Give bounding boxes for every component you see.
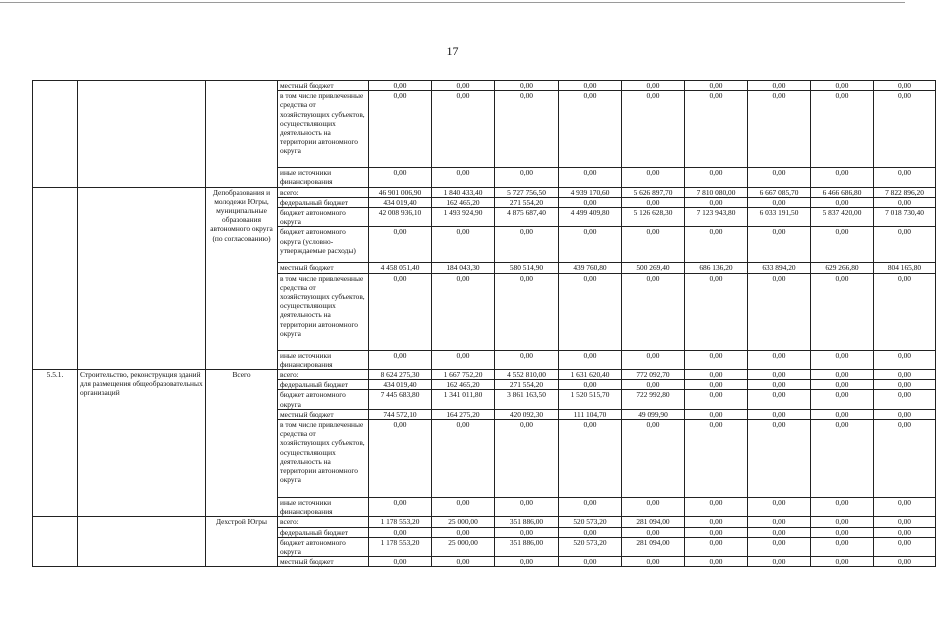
- amount-cell: 0,00: [369, 227, 432, 263]
- amount-cell: 0,00: [874, 537, 936, 556]
- amount-cell: 0,00: [685, 390, 748, 409]
- amount-cell: 0,00: [874, 498, 936, 517]
- amount-cell: 0,00: [369, 273, 432, 350]
- amount-cell: 0,00: [369, 350, 432, 369]
- amount-cell: 0,00: [432, 527, 495, 537]
- amount-cell: 0,00: [432, 498, 495, 517]
- amount-cell: 0,00: [748, 498, 811, 517]
- page-number: 17: [446, 44, 459, 58]
- amount-cell: 0,00: [495, 81, 559, 91]
- funding-source-cell: в том числе привлеченные средства от хозяйствующих субъектов, осуществляющих деятельность на территории автономного округа: [278, 273, 369, 350]
- amount-cell: 0,00: [685, 409, 748, 419]
- amount-cell: 0,00: [748, 227, 811, 263]
- amount-cell: 0,00: [622, 498, 685, 517]
- funding-source-cell: местный бюджет: [278, 557, 369, 567]
- amount-cell: 0,00: [559, 527, 622, 537]
- amount-cell: 0,00: [811, 81, 874, 91]
- executor-cell: Депобразования и молодежи Югры, муниципальные образования автономного округа (по согласованию): [206, 187, 278, 369]
- amount-cell: 0,00: [622, 350, 685, 369]
- amount-cell: 0,00: [622, 420, 685, 498]
- item-number-cell: [33, 517, 78, 567]
- amount-cell: 722 992,80: [622, 390, 685, 409]
- funding-source-cell: всего:: [278, 517, 369, 527]
- amount-cell: 1 667 752,20: [432, 370, 495, 380]
- item-number-cell: [33, 187, 78, 369]
- amount-cell: 0,00: [811, 517, 874, 527]
- amount-cell: 6 033 191,50: [748, 208, 811, 227]
- amount-cell: 4 875 687,40: [495, 208, 559, 227]
- amount-cell: 4 458 051,40: [369, 263, 432, 273]
- funding-source-cell: иные источники финансирования: [278, 350, 369, 369]
- amount-cell: 0,00: [748, 517, 811, 527]
- amount-cell: 0,00: [432, 273, 495, 350]
- funding-source-cell: всего:: [278, 187, 369, 197]
- funding-source-cell: бюджет автономного округа: [278, 390, 369, 409]
- budget-table: [32, 80, 936, 567]
- amount-cell: 351 886,00: [495, 517, 559, 527]
- amount-cell: 0,00: [811, 420, 874, 498]
- amount-cell: 0,00: [495, 168, 559, 187]
- amount-cell: 0,00: [874, 420, 936, 498]
- amount-cell: 0,00: [559, 498, 622, 517]
- amount-cell: 0,00: [874, 370, 936, 380]
- funding-source-cell: бюджет автономного округа: [278, 208, 369, 227]
- amount-cell: 0,00: [874, 380, 936, 390]
- amount-cell: 1 178 553,20: [369, 517, 432, 527]
- amount-cell: 0,00: [748, 557, 811, 567]
- amount-cell: 0,00: [369, 527, 432, 537]
- amount-cell: 0,00: [874, 350, 936, 369]
- amount-cell: 0,00: [748, 350, 811, 369]
- amount-cell: 0,00: [811, 537, 874, 556]
- amount-cell: 5 727 756,50: [495, 187, 559, 197]
- amount-cell: 0,00: [369, 81, 432, 91]
- amount-cell: 0,00: [495, 420, 559, 498]
- amount-cell: 520 573,20: [559, 537, 622, 556]
- amount-cell: 7 018 730,40: [874, 208, 936, 227]
- amount-cell: 0,00: [685, 350, 748, 369]
- amount-cell: 0,00: [622, 527, 685, 537]
- executor-cell: Дехстрой Югры: [206, 517, 278, 567]
- item-number-cell: [33, 81, 78, 188]
- amount-cell: 1 178 553,20: [369, 537, 432, 556]
- amount-cell: 0,00: [685, 527, 748, 537]
- amount-cell: 46 901 006,90: [369, 187, 432, 197]
- amount-cell: 0,00: [369, 557, 432, 567]
- amount-cell: 434 019,40: [369, 380, 432, 390]
- item-name-cell: [78, 81, 206, 188]
- amount-cell: 4 939 170,60: [559, 187, 622, 197]
- table-row: [33, 81, 936, 91]
- amount-cell: 164 275,20: [432, 409, 495, 419]
- amount-cell: 0,00: [685, 81, 748, 91]
- amount-cell: 0,00: [432, 420, 495, 498]
- amount-cell: 580 514,90: [495, 263, 559, 273]
- amount-cell: 0,00: [495, 227, 559, 263]
- amount-cell: 1 840 433,40: [432, 187, 495, 197]
- amount-cell: 111 104,70: [559, 409, 622, 419]
- amount-cell: 0,00: [559, 273, 622, 350]
- amount-cell: 0,00: [685, 537, 748, 556]
- amount-cell: 162 465,20: [432, 380, 495, 390]
- funding-source-cell: бюджет автономного округа: [278, 537, 369, 556]
- funding-source-cell: местный бюджет: [278, 409, 369, 419]
- amount-cell: 633 894,20: [748, 263, 811, 273]
- amount-cell: 0,00: [622, 273, 685, 350]
- funding-source-cell: всего:: [278, 370, 369, 380]
- amount-cell: 500 269,40: [622, 263, 685, 273]
- amount-cell: 0,00: [622, 168, 685, 187]
- amount-cell: 0,00: [874, 390, 936, 409]
- amount-cell: 0,00: [685, 370, 748, 380]
- funding-source-cell: в том числе привлеченные средства от хозяйствующих субъектов, осуществляющих деятельность на территории автономного округа: [278, 91, 369, 168]
- amount-cell: 0,00: [874, 409, 936, 419]
- amount-cell: 7 123 943,80: [685, 208, 748, 227]
- amount-cell: 25 000,00: [432, 537, 495, 556]
- funding-source-cell: в том числе привлеченные средства от хозяйствующих субъектов, осуществляющих деятельность на территории автономного округа: [278, 420, 369, 498]
- amount-cell: 0,00: [811, 91, 874, 168]
- amount-cell: 0,00: [559, 91, 622, 168]
- amount-cell: 0,00: [874, 527, 936, 537]
- amount-cell: 0,00: [685, 91, 748, 168]
- amount-cell: 1 493 924,90: [432, 208, 495, 227]
- amount-cell: 351 886,00: [495, 537, 559, 556]
- amount-cell: 0,00: [495, 91, 559, 168]
- amount-cell: 0,00: [811, 409, 874, 419]
- amount-cell: 0,00: [874, 227, 936, 263]
- amount-cell: 0,00: [622, 227, 685, 263]
- amount-cell: 439 760,80: [559, 263, 622, 273]
- amount-cell: 0,00: [685, 498, 748, 517]
- amount-cell: 281 094,00: [622, 537, 685, 556]
- amount-cell: 271 554,20: [495, 197, 559, 207]
- amount-cell: 25 000,00: [432, 517, 495, 527]
- amount-cell: 0,00: [685, 227, 748, 263]
- amount-cell: 0,00: [495, 498, 559, 517]
- table-row: [33, 370, 936, 380]
- amount-cell: 0,00: [559, 168, 622, 187]
- amount-cell: 0,00: [559, 350, 622, 369]
- funding-source-cell: иные источники финансирования: [278, 168, 369, 187]
- amount-cell: 0,00: [369, 420, 432, 498]
- amount-cell: 0,00: [622, 557, 685, 567]
- amount-cell: 0,00: [495, 273, 559, 350]
- amount-cell: 0,00: [811, 557, 874, 567]
- amount-cell: 0,00: [874, 91, 936, 168]
- amount-cell: 0,00: [748, 81, 811, 91]
- amount-cell: 0,00: [622, 197, 685, 207]
- amount-cell: 1 631 620,40: [559, 370, 622, 380]
- amount-cell: 49 099,90: [622, 409, 685, 419]
- funding-source-cell: иные источники финансирования: [278, 498, 369, 517]
- amount-cell: 5 126 628,30: [622, 208, 685, 227]
- amount-cell: 0,00: [811, 227, 874, 263]
- amount-cell: 0,00: [811, 498, 874, 517]
- amount-cell: 0,00: [559, 420, 622, 498]
- amount-cell: 0,00: [622, 81, 685, 91]
- amount-cell: 5 626 897,70: [622, 187, 685, 197]
- amount-cell: 0,00: [748, 380, 811, 390]
- executor-cell: [206, 81, 278, 188]
- amount-cell: 0,00: [811, 527, 874, 537]
- amount-cell: 0,00: [874, 517, 936, 527]
- amount-cell: 0,00: [748, 91, 811, 168]
- amount-cell: 0,00: [685, 168, 748, 187]
- amount-cell: 0,00: [685, 197, 748, 207]
- amount-cell: 271 554,20: [495, 380, 559, 390]
- amount-cell: 0,00: [874, 197, 936, 207]
- amount-cell: 7 810 080,00: [685, 187, 748, 197]
- item-name-cell: Строительство, реконструкция зданий для размещения общеобразовательных организаций: [78, 370, 206, 517]
- amount-cell: 0,00: [369, 91, 432, 168]
- amount-cell: 1 520 515,70: [559, 390, 622, 409]
- amount-cell: 4 499 409,80: [559, 208, 622, 227]
- amount-cell: 0,00: [811, 380, 874, 390]
- amount-cell: 0,00: [748, 420, 811, 498]
- amount-cell: 0,00: [811, 370, 874, 380]
- funding-source-cell: федеральный бюджет: [278, 380, 369, 390]
- amount-cell: 42 008 936,10: [369, 208, 432, 227]
- amount-cell: 0,00: [432, 227, 495, 263]
- amount-cell: 0,00: [811, 168, 874, 187]
- amount-cell: 0,00: [874, 557, 936, 567]
- amount-cell: 8 624 275,30: [369, 370, 432, 380]
- amount-cell: 0,00: [748, 409, 811, 419]
- amount-cell: 0,00: [559, 197, 622, 207]
- amount-cell: 0,00: [748, 370, 811, 380]
- amount-cell: 0,00: [432, 350, 495, 369]
- amount-cell: 0,00: [622, 91, 685, 168]
- amount-cell: 744 572,10: [369, 409, 432, 419]
- amount-cell: 0,00: [495, 527, 559, 537]
- amount-cell: 0,00: [685, 420, 748, 498]
- amount-cell: 6 667 085,70: [748, 187, 811, 197]
- amount-cell: 7 822 896,20: [874, 187, 936, 197]
- amount-cell: 0,00: [432, 91, 495, 168]
- amount-cell: 0,00: [559, 81, 622, 91]
- amount-cell: 434 019,40: [369, 197, 432, 207]
- item-number-cell: 5.5.1.: [33, 370, 78, 517]
- funding-source-cell: федеральный бюджет: [278, 197, 369, 207]
- amount-cell: 0,00: [369, 498, 432, 517]
- funding-source-cell: бюджет автономного округа (условно-утверждаемые расходы): [278, 227, 369, 263]
- amount-cell: 629 266,80: [811, 263, 874, 273]
- top-rule: [0, 2, 905, 3]
- funding-source-cell: федеральный бюджет: [278, 527, 369, 537]
- item-name-cell: [78, 187, 206, 369]
- amount-cell: 0,00: [811, 197, 874, 207]
- funding-source-cell: местный бюджет: [278, 263, 369, 273]
- executor-cell: Всего: [206, 370, 278, 517]
- amount-cell: 686 136,20: [685, 263, 748, 273]
- amount-cell: 0,00: [685, 380, 748, 390]
- amount-cell: 0,00: [748, 197, 811, 207]
- amount-cell: 1 341 011,80: [432, 390, 495, 409]
- amount-cell: 5 837 420,00: [811, 208, 874, 227]
- amount-cell: 0,00: [559, 380, 622, 390]
- amount-cell: 0,00: [432, 168, 495, 187]
- amount-cell: 162 465,20: [432, 197, 495, 207]
- amount-cell: 0,00: [685, 517, 748, 527]
- amount-cell: 0,00: [811, 273, 874, 350]
- amount-cell: 4 552 810,00: [495, 370, 559, 380]
- amount-cell: 0,00: [495, 350, 559, 369]
- amount-cell: 0,00: [874, 81, 936, 91]
- amount-cell: 0,00: [748, 527, 811, 537]
- amount-cell: 0,00: [811, 350, 874, 369]
- amount-cell: 7 445 683,80: [369, 390, 432, 409]
- amount-cell: 804 165,80: [874, 263, 936, 273]
- amount-cell: 184 043,30: [432, 263, 495, 273]
- amount-cell: 0,00: [811, 390, 874, 409]
- amount-cell: 0,00: [748, 390, 811, 409]
- amount-cell: 0,00: [622, 380, 685, 390]
- amount-cell: 0,00: [748, 273, 811, 350]
- funding-source-cell: местный бюджет: [278, 81, 369, 91]
- amount-cell: 0,00: [432, 557, 495, 567]
- amount-cell: 0,00: [559, 227, 622, 263]
- table-row: [33, 517, 936, 527]
- amount-cell: 3 861 163,50: [495, 390, 559, 409]
- amount-cell: 0,00: [495, 557, 559, 567]
- amount-cell: 0,00: [748, 537, 811, 556]
- amount-cell: 0,00: [369, 168, 432, 187]
- amount-cell: 0,00: [685, 557, 748, 567]
- amount-cell: 0,00: [432, 81, 495, 91]
- amount-cell: 772 092,70: [622, 370, 685, 380]
- amount-cell: 0,00: [685, 273, 748, 350]
- amount-cell: 281 094,00: [622, 517, 685, 527]
- amount-cell: 0,00: [874, 168, 936, 187]
- amount-cell: 6 466 686,80: [811, 187, 874, 197]
- amount-cell: 0,00: [559, 557, 622, 567]
- table-row: [33, 187, 936, 197]
- amount-cell: 420 092,30: [495, 409, 559, 419]
- amount-cell: 0,00: [874, 273, 936, 350]
- item-name-cell: [78, 517, 206, 567]
- amount-cell: 520 573,20: [559, 517, 622, 527]
- amount-cell: 0,00: [748, 168, 811, 187]
